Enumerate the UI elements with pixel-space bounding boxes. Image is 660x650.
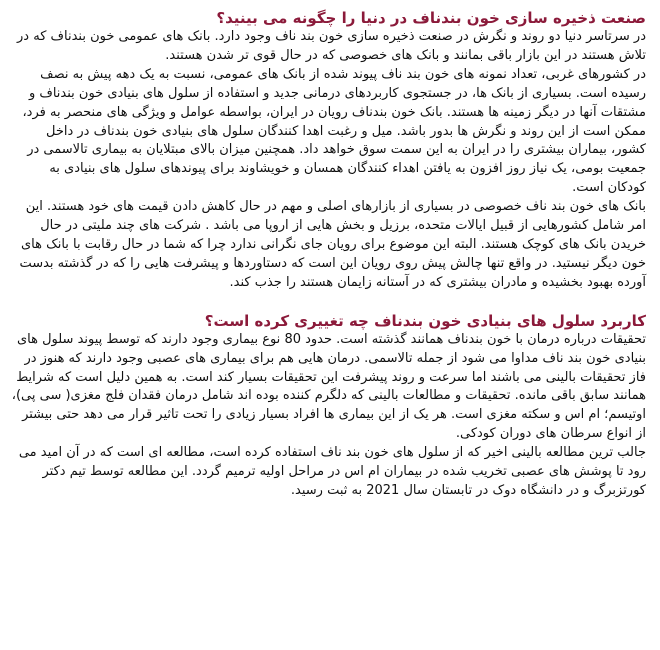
paragraph-western-countries: در کشورهای غربی، تعداد نمونه های خون بند ناف پیوند شده از بانک های عمومی، نسبت به یک دهه پیش به نصف رسیده است. بسیاری از بانک ها، در جستجوی کاربردهای درمانی جدید و استفاده از سلول های بنیادی خون بندناف و مشتقات آنها در دیگر زمینه ها هستند. بانک خون بندناف رویان در ایران، بواسطه عوامل و ویژگی های منحصر به فرد، ممکن است از این روند و نگرش ها بدور باشد. میل و رغبت اهدا کنندگان سلول های بنیادی خون بندناف در داخل کشور، بیماران بیشتری را در ایران به این سمت سوق خواهد داد. همچنین میزان بالای مبتلایان به بیماری تالاسمی در جمعیت بومی، یک نیاز روز افزون به یافتن اهداء کنندگان همسان و خویشاوند برای پیوندهای سلول های بنیادی به کودکان است. [22, 66, 646, 196]
section-heading-stem-cell-applications: کاربرد سلول های بنیادی خون بندناف چه تغییری کرده است؟ [204, 311, 646, 330]
paragraph-ms-study: جالب ترین مطالعه بالینی اخیر که از سلول های خون بند ناف استفاده کرده است، مطالعه ای است که در آن امید می رود تا پوشش های عصبی تخریب شده در بیماران ام اس در مراحل اولیه ترمیم گردد. این مطالعه توسط تیم دکتر کورتزبرگ و در دانشگاه دوک در تابستان سال 2021 به ثبت رسید. [18, 445, 646, 498]
paragraph-private-banks: بانک های خون بند ناف خصوصی در بسیاری از بازارهای اصلی و مهم در حال کاهش دادن قیمت های خود هستند. این امر شامل کشورهایی از قبیل ایالات متحده، برزیل و بخش هایی از اروپا می باشد . شرکت های چند ملیتی در حال خریدن بانک های کوچک هستند. البته این موضوع برای رویان جای نگرانی ندارد چرا که شما در حال رقابت با بانک های خون دیگر نیستید. در واقع تنها چالش پیش روی رویان این است که دستاوردها و پیشرفت هایی را که در گذشته بدست آورده بهبود بخشیده و مادران بیشتری که در آستانه زایمان هستند را جذب کند. [19, 199, 646, 290]
paragraph-treatment-research: تحقیقات درباره درمان با خون بندناف همانند گذشته است. حدود 80 نوع بیماری وجود دارند که توسط پیوند سلول های بنیادی خون بند ناف مداوا می شود از جمله تالاسمی. درمان هایی هم برای بیماری های عصبی وجود دارند که هنوز در فاز تحقیقات بالینی می باشند اما سرعت و روند پیشرفت این تحقیقات بسیار کند است. به همین دلیل است که شرایط همانند سابق باقی مانده. تحقیقات و مطالعات بالینی که دلگرم کننده بوده اند شامل درمان فقدان فلج مغزی( سی پی)، اوتیسم؛ ام اس و سکته مغزی است. هر یک از این بیماری ها افراد بسیار زیادی را تحت تاثیر قرار می دهد حتی بیشتر از انواع سرطان های دوران کودکی. [11, 331, 646, 442]
paragraph-two-trends: در سرتاسر دنیا دو روند و نگرش در صنعت ذخیره سازی خون بند ناف وجود دارد. بانک های عمومی خون بندناف که در تلاش هستند در این بازار باقی بمانند و بانک های خصوصی که در حال قوی تر شدن هستند. [17, 29, 646, 63]
section-heading-cord-blood-industry: صنعت ذخیره سازی خون بندناف در دنیا را چگونه می بینید؟ [216, 9, 646, 27]
